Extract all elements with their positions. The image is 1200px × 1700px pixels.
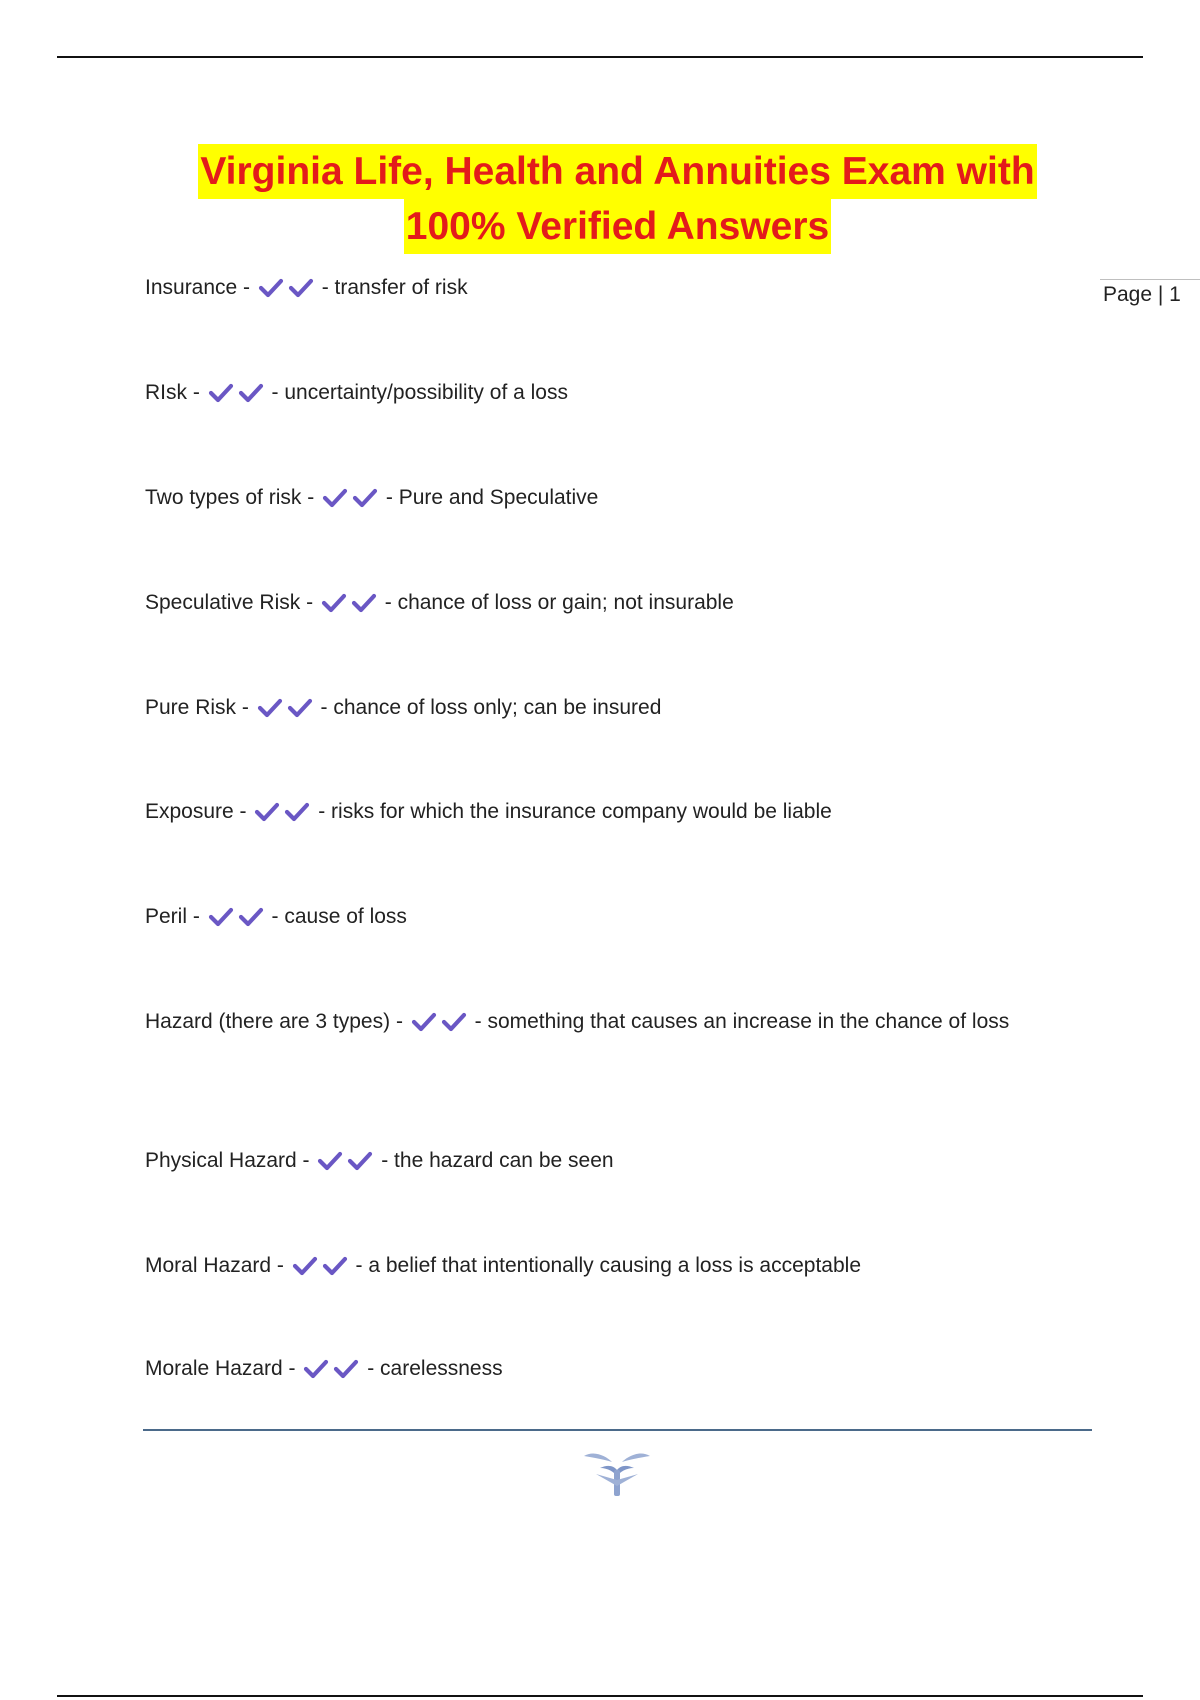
qa-term: Insurance -	[145, 276, 256, 299]
qa-item	[145, 1352, 1075, 1386]
qa-answer: - Pure and Speculative	[380, 486, 599, 509]
qa-answer: - something that causes an increase in the chance of loss	[468, 1010, 1010, 1033]
qa-term: Two types of risk -	[145, 486, 321, 509]
footer-logo-icon	[580, 1446, 654, 1500]
bottom-rule	[57, 1695, 1143, 1697]
qa-term: Morale Hazard -	[145, 1357, 302, 1380]
checkmark-icon	[333, 1359, 359, 1379]
qa-item	[145, 691, 1075, 725]
qa-answer: - the hazard can be seen	[375, 1149, 614, 1172]
title-line-1: Virginia Life, Health and Annuities Exam with	[198, 144, 1036, 199]
qa-item	[145, 586, 1075, 620]
document-title	[100, 144, 1135, 254]
checkmark-icon	[321, 593, 347, 613]
qa-term: RIsk -	[145, 381, 206, 404]
qa-item	[145, 1249, 1075, 1283]
qa-item	[145, 481, 1075, 515]
qa-term: Peril -	[145, 905, 206, 928]
checkmark-icon	[347, 1151, 373, 1171]
qa-term: Speculative Risk -	[145, 591, 319, 614]
checkmark-icon	[441, 1012, 467, 1032]
checkmark-icon	[411, 1012, 437, 1032]
title-line-2: 100% Verified Answers	[404, 199, 831, 254]
checkmark-icon	[287, 698, 313, 718]
qa-answer: - risks for which the insurance company would be liable	[312, 800, 832, 823]
checkmark-icon	[317, 1151, 343, 1171]
checkmark-icon	[322, 1256, 348, 1276]
checkmark-icon	[257, 698, 283, 718]
qa-term: Hazard (there are 3 types) -	[145, 1010, 409, 1033]
qa-item	[145, 1144, 1075, 1178]
qa-term: Exposure -	[145, 800, 253, 823]
footer-rule	[143, 1429, 1092, 1431]
page-number: Page | 1	[1100, 279, 1200, 307]
qa-answer: - cause of loss	[265, 905, 407, 928]
qa-item	[145, 1005, 1075, 1039]
qa-answer: - transfer of risk	[315, 276, 468, 299]
checkmark-icon	[208, 383, 234, 403]
qa-term: Moral Hazard -	[145, 1254, 290, 1277]
checkmark-icon	[303, 1359, 329, 1379]
qa-answer: - chance of loss or gain; not insurable	[378, 591, 734, 614]
checkmark-icon	[322, 488, 348, 508]
checkmark-icon	[284, 802, 310, 822]
checkmark-icon	[258, 278, 284, 298]
qa-term: Pure Risk -	[145, 696, 255, 719]
qa-answer: - a belief that intentionally causing a loss is acceptable	[349, 1254, 862, 1277]
qa-item	[145, 900, 1075, 934]
qa-answer: - uncertainty/possibility of a loss	[265, 381, 568, 404]
checkmark-icon	[208, 907, 234, 927]
checkmark-icon	[254, 802, 280, 822]
checkmark-icon	[238, 383, 264, 403]
qa-answer: - carelessness	[361, 1357, 503, 1380]
checkmark-icon	[288, 278, 314, 298]
qa-item	[145, 271, 1075, 305]
top-rule	[57, 56, 1143, 58]
qa-answer: - chance of loss only; can be insured	[314, 696, 662, 719]
checkmark-icon	[352, 488, 378, 508]
qa-term: Physical Hazard -	[145, 1149, 316, 1172]
checkmark-icon	[238, 907, 264, 927]
checkmark-icon	[292, 1256, 318, 1276]
checkmark-icon	[351, 593, 377, 613]
qa-item	[145, 376, 1075, 410]
qa-item	[145, 795, 1075, 829]
